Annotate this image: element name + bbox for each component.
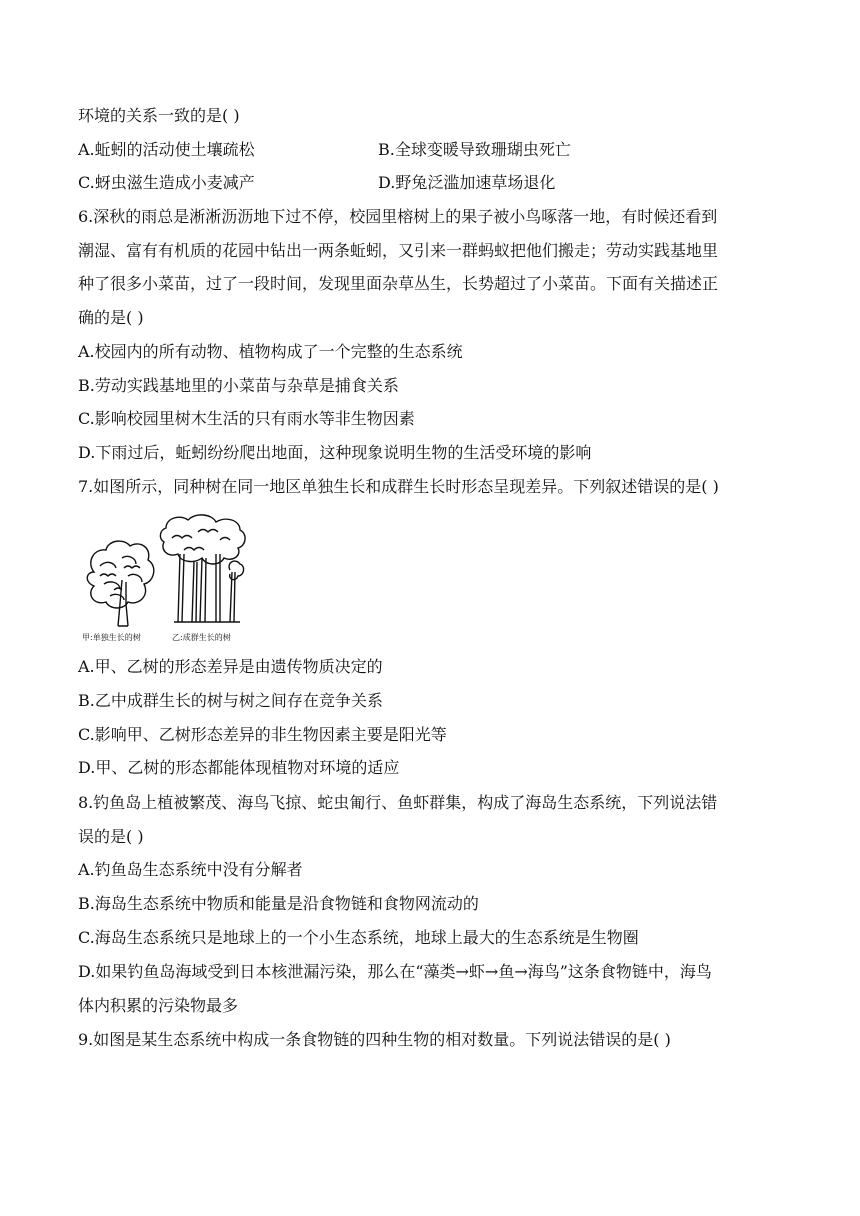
q6-stem-line-4: 确的是( ) [78, 308, 144, 327]
q8-option-b: B.海岛生态系统中物质和能量是沿食物链和食物网流动的 [78, 894, 479, 913]
q8-option-d-line-2: 体内积累的污染物最多 [78, 996, 239, 1015]
q9-stem: 9.如图是某生态系统中构成一条食物链的四种生物的相对数量。下列说法错误的是( ) [78, 1030, 671, 1049]
q7-stem: 7.如图所示，同种树在同一地区单独生长和成群生长时形态呈现差异。下列叙述错误的是( ) [78, 477, 719, 496]
q5-option-d: D.野兔泛滥加速草场退化 [378, 173, 556, 192]
q7-option-b: B.乙中成群生长的树与树之间存在竞争关系 [78, 691, 383, 710]
q6-option-c: C.影响校园里树木生活的只有雨水等非生物因素 [78, 409, 415, 428]
q8-stem-line-2: 误的是( ) [78, 827, 144, 846]
q5-stem-tail: 环境的关系一致的是( ) [78, 106, 240, 125]
q7-option-a: A.甲、乙树的形态差异是由遗传物质决定的 [78, 657, 383, 676]
q6-stem-line-1: 6.深秋的雨总是淅淅沥沥地下过不停，校园里榕树上的果子被小鸟啄落一地，有时候还看到 [78, 207, 718, 226]
q5-option-b: B.全球变暖导致珊瑚虫死亡 [378, 140, 571, 159]
q5-option-a: A.蚯蚓的活动使土壤疏松 [78, 140, 255, 159]
q6-option-b: B.劳动实践基地里的小菜苗与杂草是捕食关系 [78, 376, 399, 395]
group-trees-drawing [160, 515, 245, 622]
q6-stem-line-3: 种了很多小菜苗，过了一段时间，发现里面杂草丛生，长势超过了小菜苗。下面有关描述正 [78, 274, 719, 293]
q8-option-d-line-1: D.如果钓鱼岛海域受到日本核泄漏污染，那么在“藻类→虾→鱼→海鸟”这条食物链中，海鸟 [78, 962, 712, 981]
q7-tree-figure [80, 510, 260, 645]
q8-option-a: A.钓鱼岛生态系统中没有分解者 [78, 860, 303, 879]
q8-option-c: C.海岛生态系统只是地球上的一个小生态系统，地球上最大的生态系统是生物圈 [78, 928, 639, 947]
group-tree-label: 乙:成群生长的树 [172, 633, 231, 642]
q6-option-d: D.下雨过后，蚯蚓纷纷爬出地面，这种现象说明生物的生活受环境的影响 [78, 443, 592, 462]
tree-illustration [80, 510, 260, 645]
solitary-tree-label: 甲:单独生长的树 [82, 633, 141, 642]
q8-stem-line-1: 8.钓鱼岛上植被繁茂、海鸟飞掠、蛇虫匍行、鱼虾群集，构成了海岛生态系统，下列说法错 [78, 793, 718, 812]
q7-option-d: D.甲、乙树的形态都能体现植物对环境的适应 [78, 758, 400, 777]
q6-stem-line-2: 潮湿、富有有机质的花园中钻出一两条蚯蚓，又引来一群蚂蚁把他们搬走；劳动实践基地里 [78, 241, 719, 260]
q6-option-a: A.校园内的所有动物、植物构成了一个完整的生态系统 [78, 342, 463, 361]
q7-option-c: C.影响甲、乙树形态差异的非生物因素主要是阳光等 [78, 725, 447, 744]
q5-option-c: C.蚜虫滋生造成小麦减产 [78, 173, 255, 192]
solitary-tree-drawing [87, 541, 154, 626]
